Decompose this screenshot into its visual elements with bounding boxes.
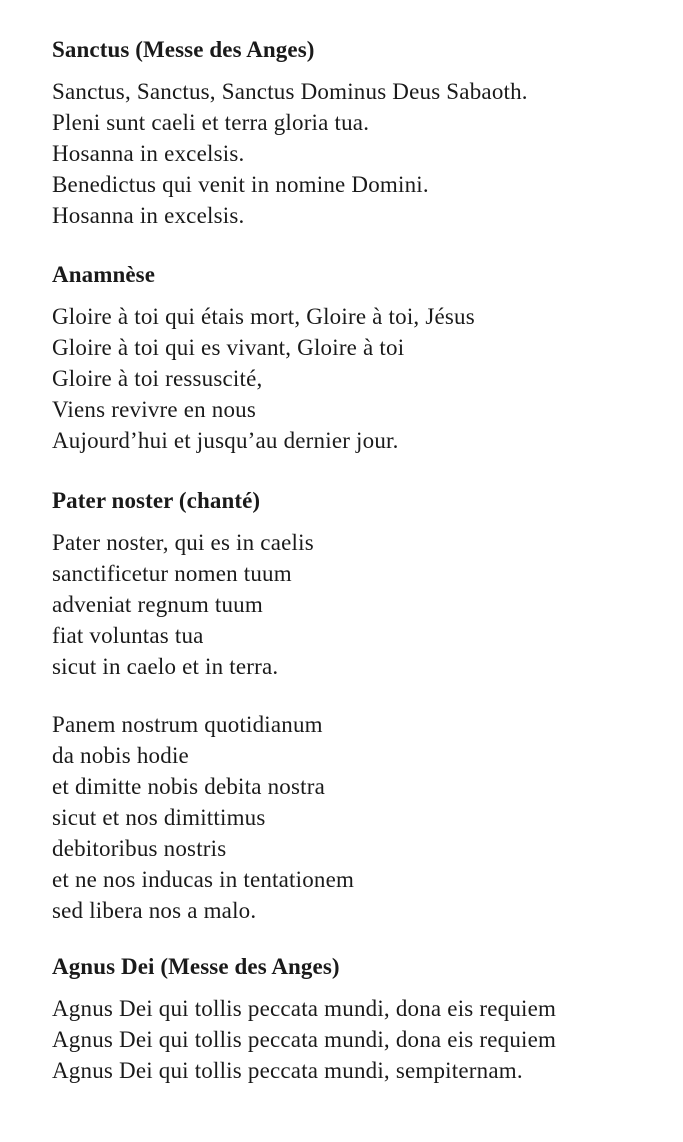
verse-line: sed libera nos a malo.	[52, 898, 257, 923]
verse-line: et dimitte nobis debita nostra	[52, 774, 326, 799]
verse-line: Sanctus, Sanctus, Sanctus Dominus Deus Sabaoth.	[52, 79, 528, 104]
verse-line: fiat voluntas tua	[52, 623, 204, 648]
verse-line: adveniat regnum tuum	[52, 592, 263, 617]
verse-line: Aujourd’hui et jusqu’au dernier jour.	[52, 428, 399, 453]
stanza	[52, 709, 653, 926]
verse-line: et ne nos inducas in tentationem	[52, 867, 355, 892]
verse-line: Viens revivre en nous	[52, 397, 257, 422]
section-pater-noster	[52, 487, 653, 926]
section-sanctus	[52, 36, 653, 231]
verse-line: Pleni sunt caeli et terra gloria tua.	[52, 110, 370, 135]
verse-line: sanctificetur nomen tuum	[52, 561, 292, 586]
stanza	[52, 76, 653, 231]
verse-line: Hosanna in excelsis.	[52, 141, 245, 166]
section-title: Sanctus (Messe des Anges)	[52, 37, 315, 62]
verse-line: Benedictus qui venit in nomine Domini.	[52, 172, 429, 197]
verse-line: sicut in caelo et in terra.	[52, 654, 279, 679]
verse-line: da nobis hodie	[52, 743, 189, 768]
verse-line: Gloire à toi ressuscité,	[52, 366, 263, 391]
section-title: Anamnèse	[52, 262, 156, 287]
verse-line: Pater noster, qui es in caelis	[52, 530, 314, 555]
verse-line: debitoribus nostris	[52, 836, 227, 861]
stanza	[52, 527, 653, 682]
section-title: Agnus Dei (Messe des Anges)	[52, 954, 340, 979]
verse-line: Hosanna in excelsis.	[52, 203, 245, 228]
stanza	[52, 301, 653, 456]
verse-line: Gloire à toi qui étais mort, Gloire à toi, Jésus	[52, 304, 475, 329]
verse-line: Agnus Dei qui tollis peccata mundi, dona eis requiem	[52, 996, 557, 1021]
section-anamnese	[52, 261, 653, 456]
stanza	[52, 993, 653, 1086]
verse-line: Agnus Dei qui tollis peccata mundi, dona eis requiem	[52, 1027, 557, 1052]
section-agnus-dei	[52, 953, 653, 1086]
section-title: Pater noster (chanté)	[52, 488, 261, 513]
verse-line: Gloire à toi qui es vivant, Gloire à toi	[52, 335, 405, 360]
verse-line: Panem nostrum quotidianum	[52, 712, 323, 737]
verse-line: sicut et nos dimittimus	[52, 805, 266, 830]
verse-line: Agnus Dei qui tollis peccata mundi, sempiternam.	[52, 1058, 523, 1083]
